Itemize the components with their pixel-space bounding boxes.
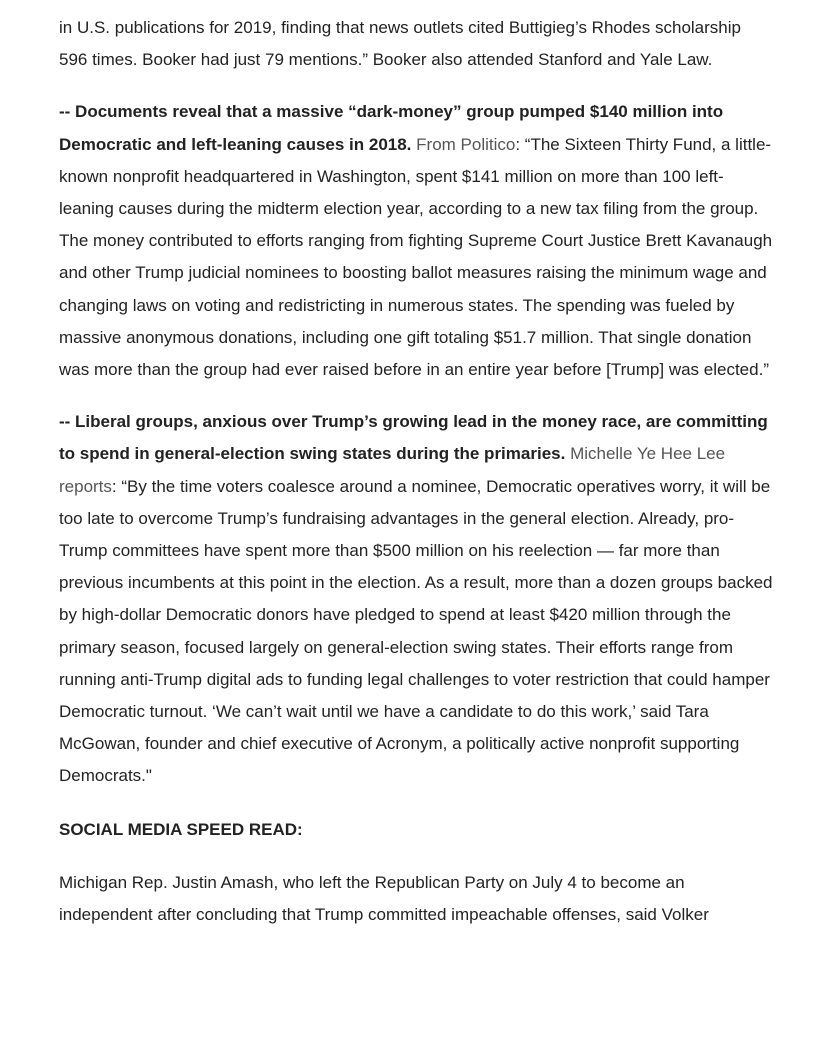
dark-money-body: : “The Sixteen Thirty Fund, a little-known nonprofit headquartered in Washington, spent $141 million on more than 100 left-leaning causes during the midterm election year, according to a new tax filing from the group. The money contributed to efforts ranging from fighting Supreme Court Justice Brett Kavanaugh and other Trump judicial nominees to boosting ballot measures raising the minimum wage and changing laws on voting and redistricting in numerous states. The spending was fueled by massive anonymous donations, including one gift totaling $51.7 million. That single donation was more than the group had ever raised before in an entire year before [Trump] was elected.”	[59, 134, 773, 380]
paragraph-rhodes-scholarship: in U.S. publications for 2019, finding that news outlets cited Buttigieg’s Rhodes scholarship 596 times. Booker had just 79 mentions.” Booker also attended Stanford and Yale Law.	[59, 18, 741, 70]
politico-link[interactable]: From Politico	[416, 134, 516, 154]
liberal-groups-body: : “By the time voters coalesce around a nominee, Democratic operatives worry, it will be too late to overcome Trump’s fundraising advantages in the general election. Already, pro-Trump committees have spent more than $500 million on his reelection — far more than previous incumbents at this point in the election. As a result, more than a dozen groups backed by high-dollar Democratic donors have pledged to spend at least $420 million through the primary season, focused largely on general-election swing states. Their efforts range from running anti-Trump digital ads to funding legal challenges to voter restriction that could hamper Democratic turnout. ‘We can’t wait until we have a candidate to do this work,’ said Tara McGowan, founder and chief executive of Acronym, a politically active nonprofit supporting Democrats."	[59, 476, 773, 786]
section-heading-social-media: SOCIAL MEDIA SPEED READ:	[59, 819, 303, 839]
michelle-ye-hee-lee-link[interactable]: Michelle Ye Hee Lee reports	[59, 444, 726, 496]
liberal-groups-headline: -- Liberal groups, anxious over Trump’s growing lead in the money race, are committing to spend in general-election swing states during the primaries.	[59, 412, 768, 464]
dark-money-headline: -- Documents reveal that a massive “dark-money” group pumped $140 million into Democratic and left-leaning causes in 2018.	[59, 102, 724, 154]
paragraph-dark-money	[59, 96, 773, 386]
paragraph-amash: Michigan Rep. Justin Amash, who left the Republican Party on July 4 to become an independent after concluding that Trump committed impeachable offenses, said Volker	[59, 872, 709, 925]
paragraph-liberal-groups	[59, 406, 773, 792]
document-page	[59, 12, 773, 931]
